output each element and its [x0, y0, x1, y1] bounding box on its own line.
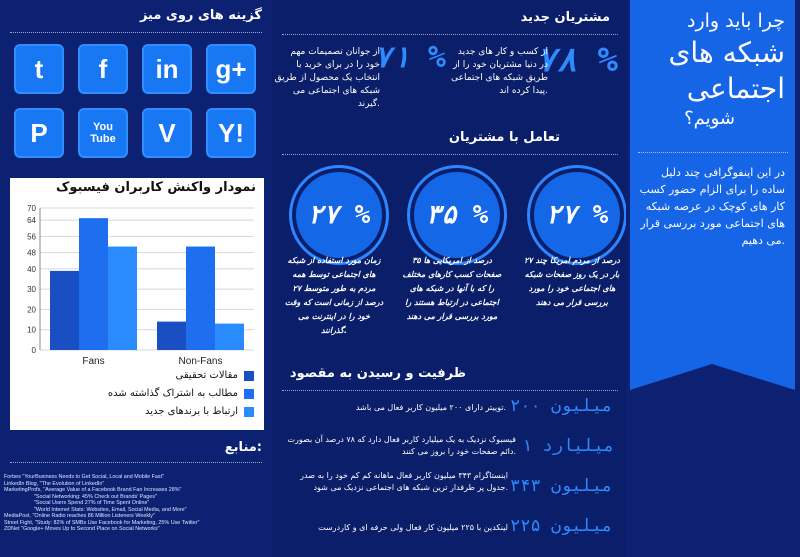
new-customers-title: مشتریان جدید	[520, 10, 610, 25]
pinterest-icon[interactable]: P	[14, 108, 64, 158]
title-line-1: چرا باید وارد	[686, 10, 785, 32]
legend-label: مقالات تحقیقی	[175, 370, 238, 381]
stat-71-text: از جوانان تصمیمات مهم خود را در برای خرید با انتخاب یک محصول از طریق شبکه های اجتماعی می گیرند.	[274, 47, 380, 109]
circle-text-27a: ۲۷ درصد از مردم امریکا چند بار در یک روز صفحات شبکه های اجتماعی خود را مورد بررسی قرار می دهند	[524, 256, 620, 307]
y-tick-label: 0	[31, 346, 36, 355]
legend-swatch	[244, 407, 254, 417]
y-tick-label: 30	[27, 285, 36, 295]
intro-text: در این اینفوگرافی چند دلیل ساده را برای الزام حضور کسب کار های کوچک در عرصه شبکه های اجتماعی مورد بررسی قرار می دهیم.	[639, 166, 785, 247]
source-item: MarketingProfs, "Average Value of a Facebook Brand Fan Increases 28%"	[4, 487, 182, 493]
bar	[157, 322, 186, 350]
divider	[10, 32, 262, 33]
reach-instagram-text: اینستاگرام ۳۴۳ میلیون کاربر فعال ماهانه کم کم خود را به صدر جدول پر طرفدار ترین شبکه های اجتماعی نزدیک می شود.	[300, 471, 508, 492]
bar	[50, 271, 79, 350]
twitter-icon[interactable]: t	[14, 44, 64, 94]
y-tick-label: 56	[27, 232, 36, 242]
legend-item-newbrands	[145, 406, 254, 417]
sources-list	[4, 474, 268, 533]
stat-78-value: ۷۸ %	[536, 40, 618, 80]
stat-78-text: از کسب و کار های جدید در دنیا مشتریان خود را از طریق شبکه های اجتماعی پیدا کرده اند.	[451, 47, 548, 96]
bar	[215, 324, 244, 350]
chart-title: نمودار واکنش کاربران فیسبوک	[56, 180, 256, 195]
reach-linkedin-text: لینکدین با ۲۲۵ میلیون کار فعال ولی حرفه ای و کاردرست	[318, 523, 508, 532]
vimeo-icon[interactable]: V	[142, 108, 192, 158]
source-item: "Social Networking: 45% Check out Brands' Pages"	[34, 493, 157, 500]
middle-column	[272, 0, 626, 557]
divider	[10, 462, 262, 463]
bar	[108, 247, 137, 350]
y-tick-label: 40	[27, 264, 36, 274]
stat-circle-27a	[530, 168, 624, 262]
reach-title: ظرفیت و رسیدن به مقصود	[289, 366, 466, 381]
stat-circle-27b	[292, 168, 386, 262]
sources-title: منابع:	[224, 440, 262, 455]
y-tick-label: 70	[27, 204, 36, 213]
source-item: Forbes "YourBusiness Needs to Get Social, Local and Mobile Fast"	[4, 474, 165, 480]
circle-value: ۳۵ %	[425, 200, 489, 230]
divider	[282, 390, 618, 391]
circle-value: ۲۷ %	[307, 200, 371, 230]
reach-instagram-number: ۳۴۳ میلیون	[510, 476, 613, 496]
engagement-title: تعامل با مشتریان	[448, 130, 560, 145]
circle-value: ۲۷ %	[545, 200, 609, 230]
title-line-3: اجتماعی	[686, 72, 785, 105]
y-tick-label: 10	[27, 325, 36, 335]
yahoo-icon[interactable]: Y!	[206, 108, 256, 158]
googleplus-icon[interactable]: g+	[206, 44, 256, 94]
legend-label: مطالب به اشتراک گذاشته شده	[107, 388, 238, 399]
source-item: MediaPost, "Online Radio reaches 86 Million Listeners Weekly"	[4, 513, 155, 519]
source-item: "World Internet Stats: Websites, Email, Social Media, and More"	[34, 506, 187, 513]
title-line-4: شویم؟	[684, 108, 735, 129]
title-line-2: شبکه های	[668, 36, 785, 69]
facebook-reaction-chart	[10, 178, 264, 430]
legend-swatch	[244, 389, 254, 399]
circle-text-27b: زمان مورد استفاده از شبکه های اجتماعی توسط همه مردم به طور متوسط ۲۷ درصد از زمانی است که وقت خود را در اینترنت می گذرانند.	[284, 256, 384, 335]
left-column	[0, 0, 272, 557]
x-tick-label: Non-Fans	[178, 356, 223, 367]
divider	[282, 154, 618, 155]
y-tick-label: 64	[27, 216, 36, 226]
legend-item-shared	[108, 388, 254, 399]
x-tick-label: Fans	[82, 356, 105, 367]
bar	[186, 247, 215, 350]
linkedin-icon[interactable]: in	[142, 44, 192, 94]
reach-twitter-text: توییتر دارای ۲۰۰ میلیون کاربر فعال می باشد.	[355, 403, 506, 412]
reach-facebook-number: ۱ میلیارد	[522, 436, 615, 456]
stat-circle-35	[410, 168, 504, 262]
title-banner	[630, 0, 795, 350]
source-item: "Social Users Spend 27% of Time Spent Online"	[34, 500, 150, 506]
bar	[79, 218, 108, 350]
circle-text-35: ۳۵ درصد از امریکایی ها صفحات کسب کارهای مختلف را که با آنها در شبکه های اجتماعی در ارتباط هستند را مورد بررسی قرار می دهند	[402, 256, 502, 321]
legend-item-research	[176, 370, 254, 381]
stat-71-value: ۷۱ %	[373, 40, 446, 75]
y-tick-label: 20	[27, 305, 36, 315]
legend-swatch	[244, 371, 254, 381]
source-item: ZDNet "Google+ Moves Up to Second Place on Social Networks"	[4, 526, 160, 532]
y-tick-label: 48	[27, 248, 36, 258]
youtube-icon[interactable]: You Tube	[78, 108, 128, 158]
legend-label: ارتباط با برندهای جدید	[144, 406, 238, 417]
reach-facebook-text: فیسبوک نزدیک به یک میلیارد کاربر فعال دارد که ۷۸ درصد آن بصورت دائم صفحات خود را بروز می کنند.	[287, 435, 516, 456]
source-item: LinkedIn Blog, "The Evolution of LinkedIn"	[4, 480, 105, 487]
facebook-icon[interactable]: f	[78, 44, 128, 94]
divider	[282, 34, 618, 35]
reach-twitter-number: ۲۰۰ میلیون	[510, 396, 613, 416]
banner-tail	[630, 350, 795, 390]
reach-linkedin-number: ۲۲۵ میلیون	[510, 516, 613, 536]
divider	[638, 152, 788, 153]
source-item: Street Fight, "Study: 82% of SMBs Use Facebook for Marketing, 25% Use Twitter"	[4, 519, 200, 526]
icons-section-title: گزینه های روی میز	[139, 8, 262, 23]
